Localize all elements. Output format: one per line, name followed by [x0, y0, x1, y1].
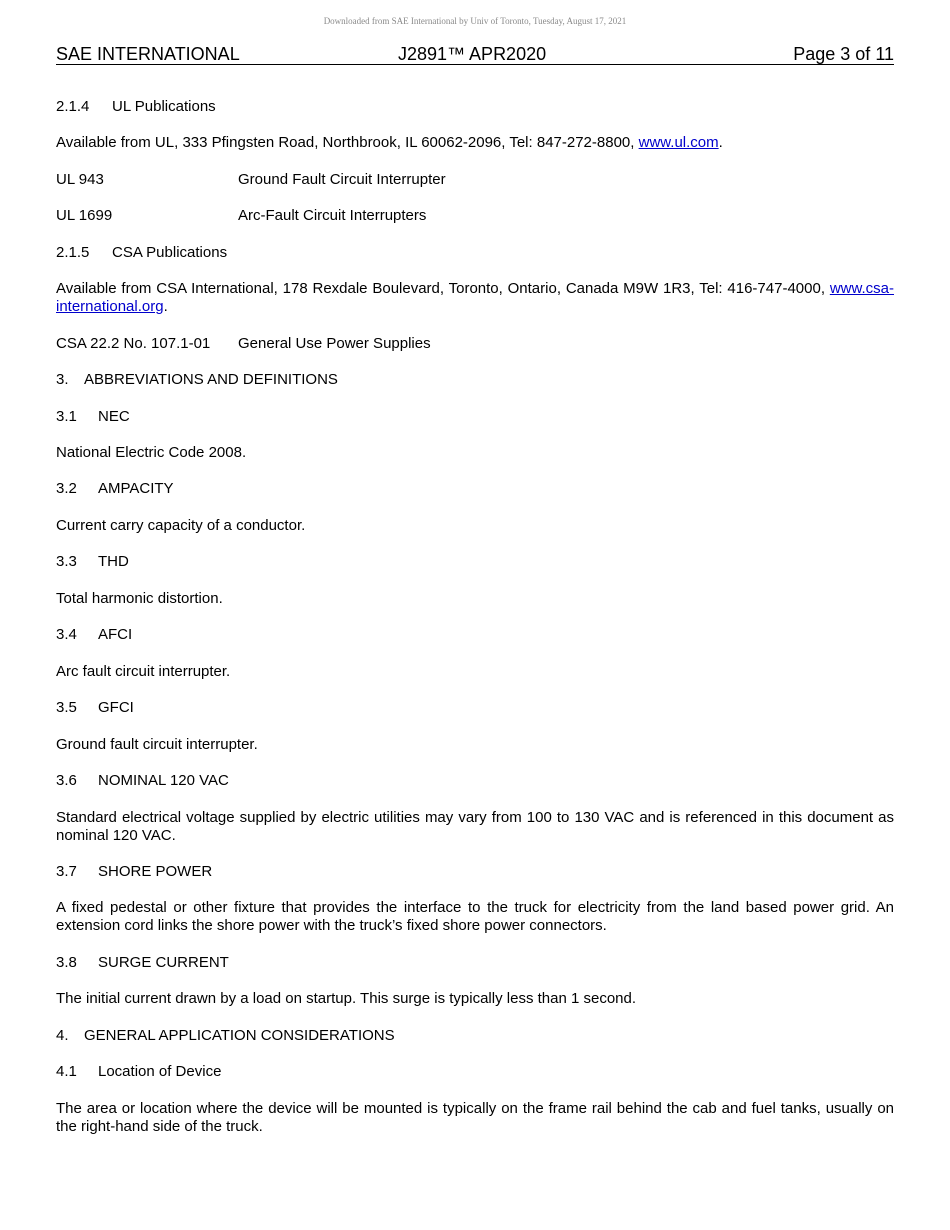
section-title: Location of Device — [98, 1063, 222, 1080]
definition-text: A fixed pedestal or other fixture that provides the interface to the truck for electricity from the land based power grid. An extension cord links the shore power with the truck’s fixed shore power connectors. — [56, 899, 894, 934]
definition-heading — [56, 699, 894, 717]
reference-row — [56, 207, 894, 225]
definition-number: 3.6 — [56, 772, 77, 789]
reference-code: UL 1699 — [56, 207, 113, 224]
definition-term: THD — [98, 553, 129, 570]
section-4-1-text: The area or location where the device will be mounted is typically on the frame rail behind the cab and fuel tanks, usually on the right-hand side of the truck. — [56, 1100, 894, 1135]
page-header — [56, 43, 894, 65]
section-4-heading — [56, 1027, 894, 1045]
definition-term: SURGE CURRENT — [98, 954, 229, 971]
reference-title: Arc-Fault Circuit Interrupters — [238, 207, 427, 224]
download-watermark: Downloaded from SAE International by Univ of Toronto, Tuesday, August 17, 2021 — [323, 16, 627, 26]
availability-text: Available from CSA International, 178 Rexdale Boulevard, Toronto, Ontario, Canada M9W 1R3, Tel: 416-747-4000, — [56, 280, 830, 297]
section-2-1-4-heading — [56, 98, 894, 116]
definition-heading — [56, 480, 894, 498]
section-title: UL Publications — [112, 98, 216, 115]
section-3-heading — [56, 371, 894, 389]
reference-row — [56, 171, 894, 189]
definition-number: 3.2 — [56, 480, 77, 497]
header-doc-id: J2891™ APR2020 — [398, 44, 547, 64]
definition-heading — [56, 772, 894, 790]
definition-heading — [56, 954, 894, 972]
section-number: 2.1.5 — [56, 244, 90, 261]
definition-heading — [56, 408, 894, 426]
reference-code: UL 943 — [56, 171, 104, 188]
definition-term: NOMINAL 120 VAC — [98, 772, 229, 789]
definition-heading — [56, 863, 894, 881]
definition-heading — [56, 553, 894, 571]
definition-term: SHORE POWER — [98, 863, 213, 880]
definition-text: Current carry capacity of a conductor. — [56, 517, 306, 534]
definition-text: Standard electrical voltage supplied by electric utilities may vary from 100 to 130 VAC and is referenced in this document as nominal 120 VAC. — [56, 809, 894, 844]
definition-term: AFCI — [98, 626, 133, 643]
section-number: 4.1 — [56, 1063, 77, 1080]
reference-title: Ground Fault Circuit Interrupter — [238, 171, 446, 188]
definition-number: 3.3 — [56, 553, 77, 570]
header-org: SAE INTERNATIONAL — [56, 44, 240, 64]
definition-term: NEC — [98, 408, 130, 425]
reference-row — [56, 335, 894, 353]
definition-number: 3.8 — [56, 954, 77, 971]
csa-website-link[interactable]: www.csa-international.org — [56, 280, 894, 315]
header-page-number: Page 3 of 11 — [793, 44, 894, 64]
reference-title: General Use Power Supplies — [238, 335, 431, 352]
definition-number: 3.4 — [56, 626, 77, 643]
section-number: 2.1.4 — [56, 98, 90, 115]
availability-period: . — [718, 134, 723, 151]
definition-term: GFCI — [98, 699, 134, 716]
availability-period: . — [163, 298, 168, 315]
csa-availability — [56, 280, 894, 316]
definition-text: National Electric Code 2008. — [56, 444, 247, 461]
section-2-1-5-heading — [56, 244, 894, 262]
definition-heading — [56, 626, 894, 644]
ul-website-link[interactable]: www.ul.com — [638, 134, 719, 151]
definition-number: 3.5 — [56, 699, 77, 716]
definition-term: AMPACITY — [98, 480, 174, 497]
section-title: GENERAL APPLICATION CONSIDERATIONS — [84, 1027, 395, 1044]
reference-code: CSA 22.2 No. 107.1-01 — [56, 335, 211, 352]
definition-number: 3.1 — [56, 408, 77, 425]
section-4-1-heading — [56, 1063, 894, 1081]
availability-text: Available from UL, 333 Pfingsten Road, Northbrook, IL 60062-2096, Tel: 847-272-8800, — [56, 134, 639, 151]
section-title: ABBREVIATIONS AND DEFINITIONS — [84, 371, 338, 388]
definition-number: 3.7 — [56, 863, 77, 880]
section-number: 4. — [56, 1027, 69, 1044]
ul-availability — [56, 134, 894, 152]
section-title: CSA Publications — [112, 244, 228, 261]
definition-text: Total harmonic distortion. — [56, 590, 223, 607]
definition-text: Ground fault circuit interrupter. — [56, 736, 258, 753]
section-number: 3. — [56, 371, 69, 388]
definition-text: The initial current drawn by a load on startup. This surge is typically less than 1 second. — [56, 990, 637, 1007]
definition-text: Arc fault circuit interrupter. — [56, 663, 231, 680]
